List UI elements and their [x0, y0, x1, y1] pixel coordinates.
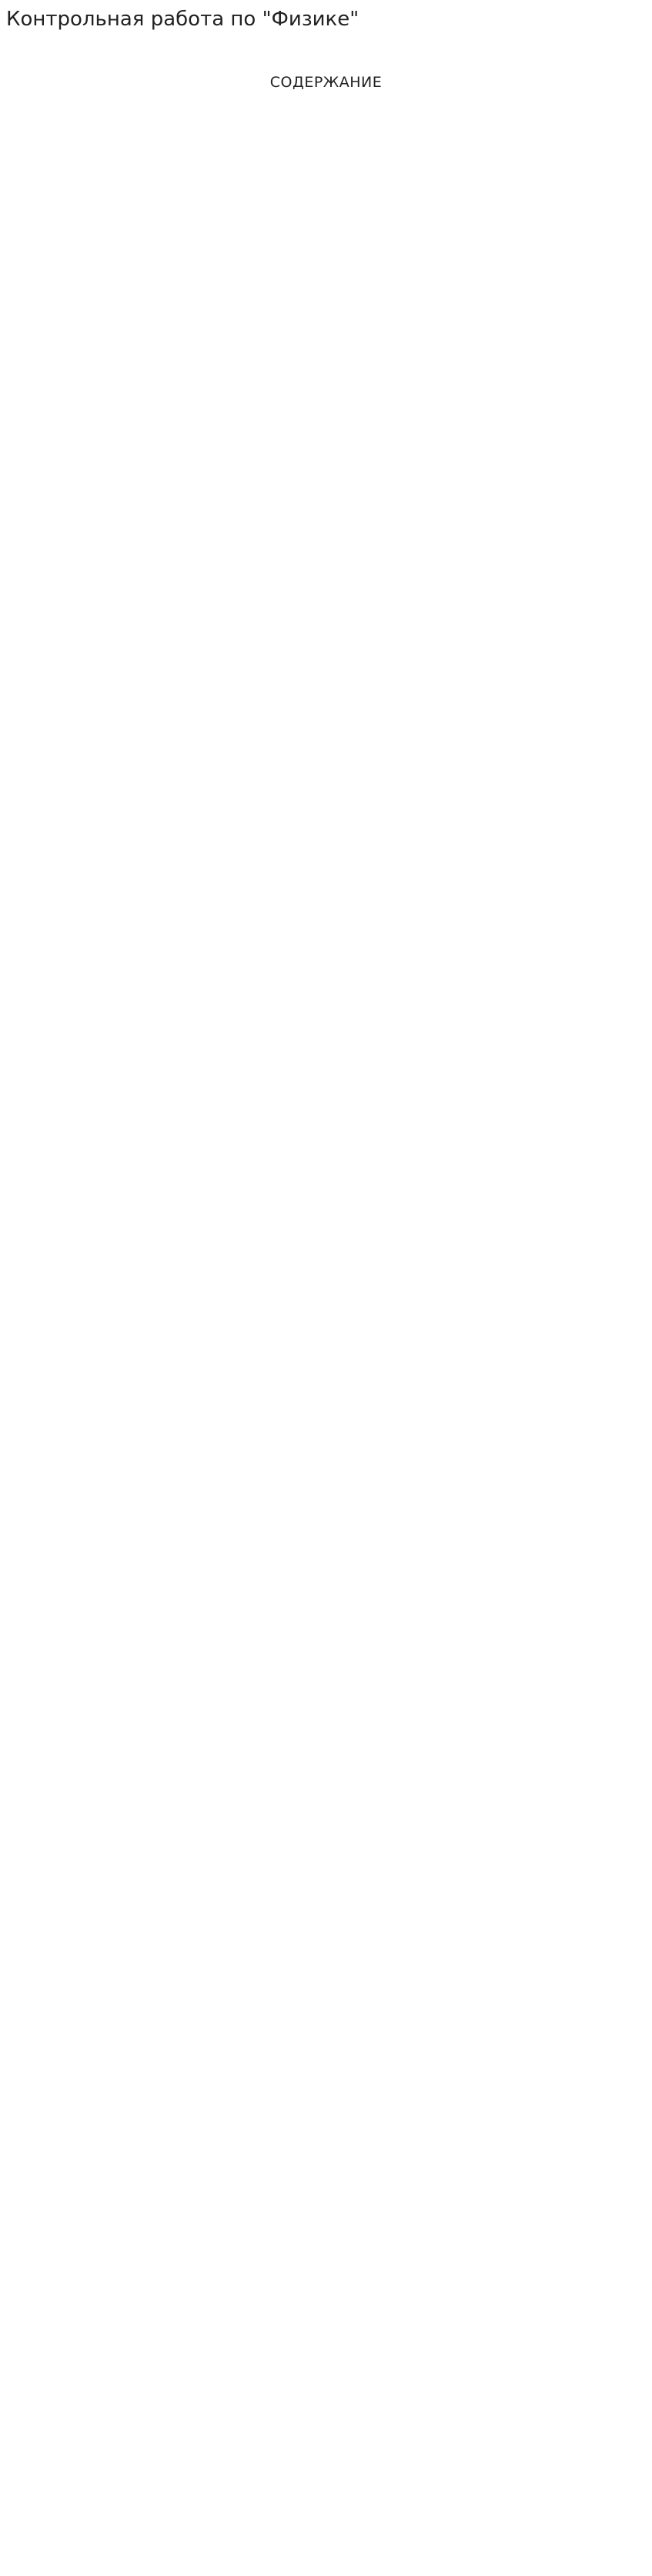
document-body — [6, 91, 646, 2514]
document-title: Контрольная работа по "Физике" — [6, 8, 359, 31]
table-of-contents-heading: СОДЕРЖАНИЕ — [269, 74, 383, 91]
